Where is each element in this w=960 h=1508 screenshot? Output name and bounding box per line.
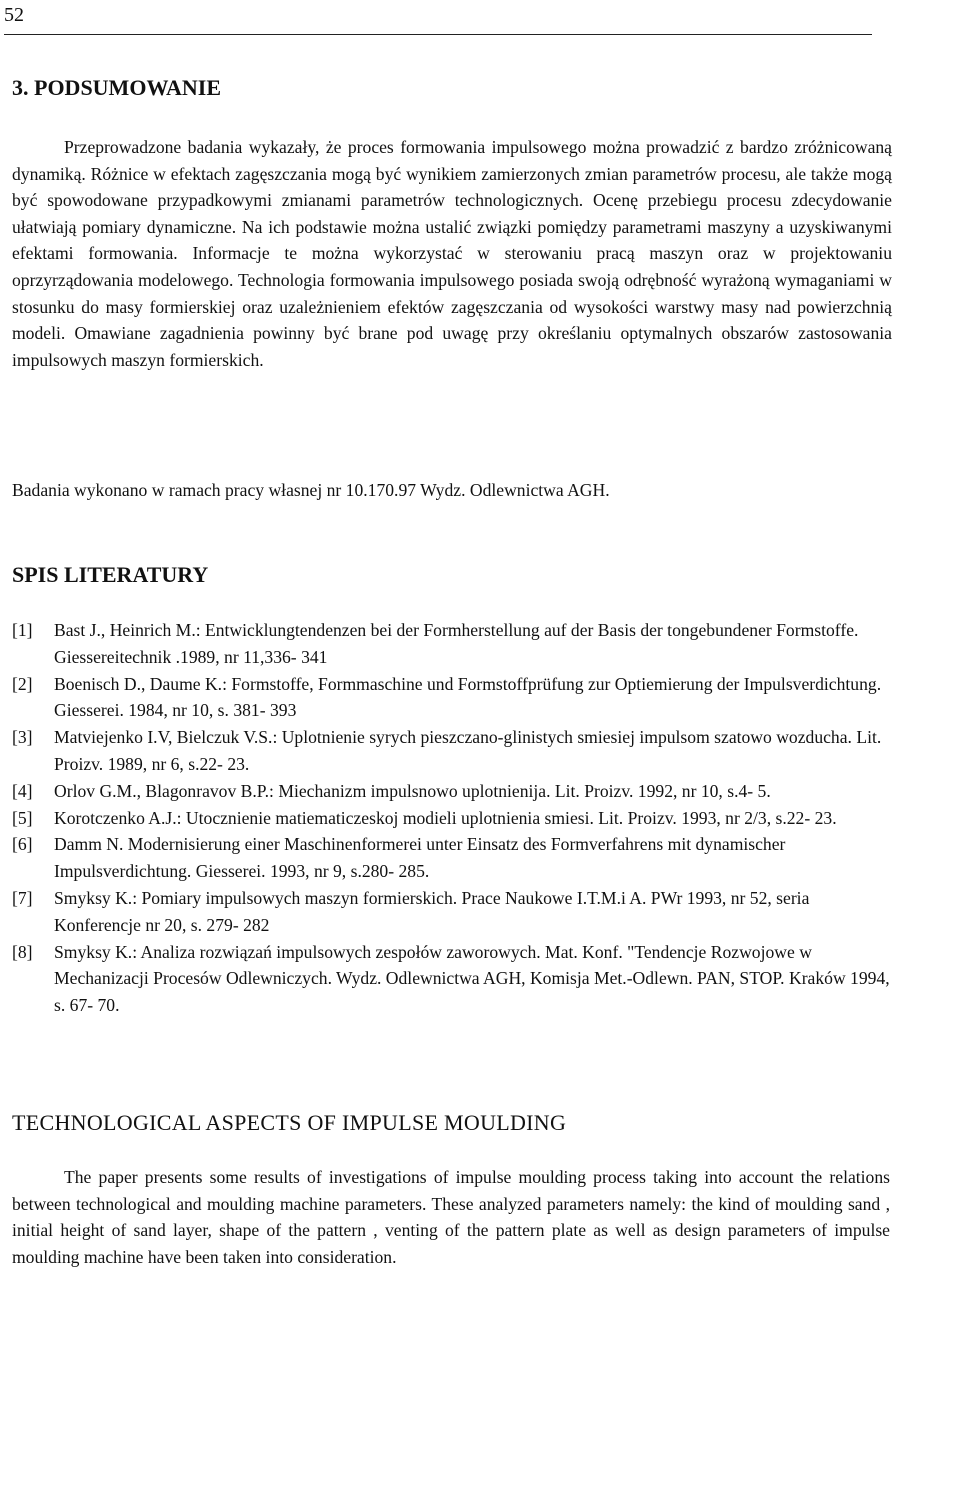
reference-number: [2] — [12, 673, 33, 694]
reference-number: [7] — [12, 887, 33, 908]
reference-list — [12, 617, 892, 1019]
reference-text: Smyksy K.: Analiza rozwiązań impulsowych zespołów zaworowych. Mat. Konf. "Tendencje Rozwojowe w Mechanizacji Procesów Odlewniczych. Wydz. Odlewnictwa AGH, Komisja Met.-Odlewn. PAN, STOP. Kraków 1994, s. 67- 70. — [54, 941, 890, 1016]
page-number: 52 — [4, 4, 24, 26]
funding-note: Badania wykonano w ramach pracy własnej nr 10.170.97 Wydz. Odlewnictwa AGH. — [12, 480, 610, 500]
reference-item — [12, 939, 892, 1019]
reference-number: [6] — [12, 834, 33, 855]
reference-item — [12, 805, 892, 832]
literature-heading: SPIS LITERATURY — [12, 562, 209, 587]
english-title: TECHNOLOGICAL ASPECTS OF IMPULSE MOULDING — [12, 1110, 567, 1135]
reference-text: Damm N. Modernisierung einer Maschinenformerei unter Einsatz des Formverfahrens mit dynamischer Impulsverdichtung. Giesserei. 1993, nr 9, s.280- 285. — [54, 834, 786, 882]
reference-text: Smyksy K.: Pomiary impulsowych maszyn formierskich. Prace Naukowe I.T.M.i A. PWr 1993, nr 52, seria Konferencje nr 20, s. 279- 282 — [54, 887, 810, 935]
reference-item — [12, 778, 892, 805]
reference-item — [12, 831, 892, 885]
summary-paragraph: Przeprowadzone badania wykazały, że proces formowania impulsowego można prowadzić z bardzo zróżnicowaną dynamiką. Różnice w efektach zagęszczania mogą być wynikiem zamierzonych zmian parametrów procesu, ale także mogą być spowodowane przypadkowymi zmianami parametrów technologicznych. Ocenę przebiegu procesu zdecydowanie ułatwiają pomiary dynamiczne. Na ich podstawie można ustalić związki pomiędzy parametrami maszyny a uzyskiwanymi efektami formowania. Informacje te można wykorzystać w sterowaniu pracą maszyn oraz w projektowaniu oprzyrządowania modelowego. Technologia formowania impulsowego posiada swoją odrębność wyrażoną wymaganiami w stosunku do masy formierskiej oraz uzależnieniem efektów zagęszczania od wysokości warstwy masy nad powierzchnią modeli. Omawiane zagadnienia powinny być brane pod uwagę przy określaniu optymalnych obszarów zastosowania impulsowych maszyn formierskich. — [12, 137, 892, 370]
english-abstract: The paper presents some results of investigations of impulse moulding process taking into account the relations between technological and moulding machine parameters. These analyzed parameters namely: the kind of moulding sand , initial height of sand layer, shape of the pattern , venting of the pattern plate as well as design parameters of impulse moulding machine have been taken into consideration. — [12, 1167, 890, 1267]
reference-number: [5] — [12, 807, 33, 828]
reference-number: [4] — [12, 780, 33, 801]
reference-text: Bast J., Heinrich M.: Entwicklungtendenzen bei der Formherstellung auf der Basis der tongebundener Formstoffe. Giessereitechnik .1989, nr 11,336- 341 — [54, 620, 859, 667]
reference-item — [12, 671, 892, 725]
reference-number: [3] — [12, 727, 33, 748]
reference-text: Boenisch D., Daume K.: Formstoffe, Formmaschine und Formstoffprüfung zur Optiemierung der Impulsverdichtung. Giesserei. 1984, nr 10, s. 381- 393 — [54, 673, 882, 721]
section-heading: 3. PODSUMOWANIE — [12, 75, 222, 100]
reference-item — [12, 724, 892, 778]
reference-number: [1] — [12, 620, 33, 640]
reference-number: [8] — [12, 941, 33, 962]
reference-text: Matviejenko I.V, Bielczuk V.S.: Uplotnienie syrych pieszczano-glinistych smiesiej impulsom szatowo wozducha. Lit. Proizv. 1989, nr 6, s.22- 23. — [54, 727, 882, 774]
reference-item — [12, 617, 892, 671]
header-rule — [4, 34, 872, 35]
reference-text: Korotczenko A.J.: Utocznienie matiematiczeskoj modieli uplotnienia smiesi. Lit. Proizv. 1993, nr 2/3, s.22- 23. — [54, 807, 837, 828]
reference-text: Orlov G.M., Blagonravov B.P.: Miechanizm impulsnowo uplotnienija. Lit. Proizv. 1992, nr 10, s.4- 5. — [54, 780, 771, 801]
reference-item — [12, 885, 892, 939]
